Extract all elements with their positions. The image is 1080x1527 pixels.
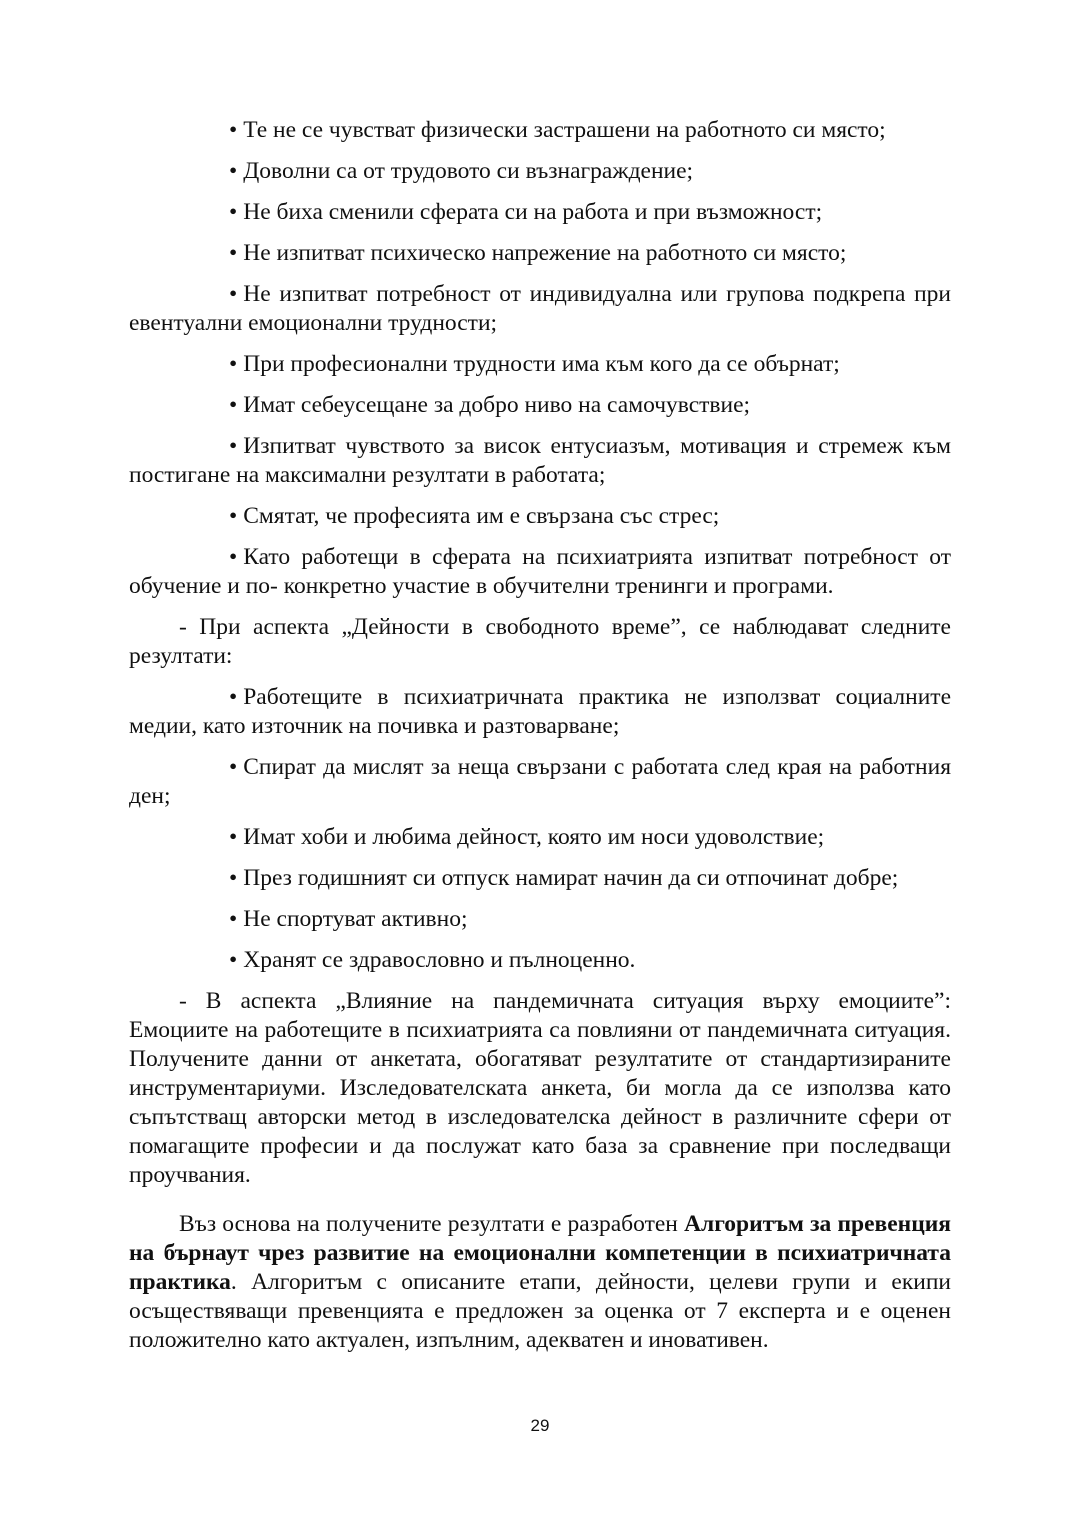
bullet-icon: • [229, 199, 238, 225]
bullet-icon: • [229, 824, 238, 850]
leisure-intro-paragraph: - При аспекта „Дейности в свободното време”, се наблюдават следните резултати: [129, 614, 951, 669]
bullet-icon: • [229, 281, 238, 307]
list-item: • През годишният си отпуск намират начин да си отпочинат добре; [129, 864, 951, 893]
list-item: • Изпитват чувството за висок ентусиазъм, мотивация и стремеж към постигане на максимални резултати в работата; [129, 433, 951, 488]
bullet-icon: • [229, 503, 238, 529]
list-item: • Те не се чувстват физически застрашени на работното си място; [129, 116, 951, 145]
list-item: • Смятат, че професията им е свързана със стрес; [129, 502, 951, 531]
bullet-icon: • [229, 117, 238, 143]
bullet-icon: • [229, 433, 238, 459]
list-item: • Не спортуват активно; [129, 905, 951, 934]
list-item: • Имат хоби и любима дейност, която им носи удоволствие; [129, 823, 951, 852]
bullet-icon: • [229, 158, 238, 184]
bullet-icon: • [229, 544, 238, 570]
bullet-icon: • [229, 392, 238, 418]
list-item: • При професионални трудности има към кого да се обърнат; [129, 350, 951, 379]
document-body [129, 116, 951, 1367]
list-item: • Не биха сменили сферата си на работа и при възможност; [129, 198, 951, 227]
bullet-icon: • [229, 865, 238, 891]
bullet-icon: • [229, 947, 238, 973]
list-item: • Не изпитват потребност от индивидуална или групова подкрепа при евентуални емоционални трудности; [129, 281, 951, 336]
bullet-icon: • [229, 240, 238, 266]
bullet-icon: • [229, 351, 238, 377]
conclusion-paragraph: Въз основа на получените резултати е разработен Алгоритъм за превенция на бърнаут чрез развитие на емоционални компетенции в психиатричната практика. Алгоритъм с описаните етапи, дейности, целеви групи и екипи осъществяващи превенцията е предложен за оценка от 7 експерта и е оценен положително като актуален, изпълним, адекватен и иновативен. [129, 1211, 951, 1353]
bullet-icon: • [229, 754, 238, 780]
list-item: • Спират да мислят за неща свързани с работата след края на работния ден; [129, 754, 951, 809]
page-number: 29 [530, 1416, 550, 1435]
list-item: • Работещите в психиатричната практика не използват социалните медии, като източник на почивка и разтоварване; [129, 684, 951, 739]
list-item: • Не изпитват психическо напрежение на работното си място; [129, 239, 951, 268]
list-item: • Доволни са от трудовото си възнаграждение; [129, 157, 951, 186]
algorithm-title: Алгоритъм за превенция на бърнаут чрез развитие на емоционални компетенции в психиатричната практика [129, 1211, 951, 1295]
list-item: • Хранят се здравословно и пълноценно. [129, 946, 951, 975]
pandemic-paragraph: - В аспекта „Влияние на пандемичната ситуация върху емоциите”: Емоциите на работещите в психиатрията са повлияни от пандемичната ситуация. Получените данни от анкетата, обогатяват резултатите от стандартизираните инструментариуми. Изследователската анкета, би могла да се използва като съпътстващ авторски метод в изследователска дейност в различните сфери от помагащите професии и да послужат като база за сравнение при последващи проучвания. [129, 988, 951, 1188]
list-item: • Като работещи в сферата на психиатрията изпитват потребност от обучение и по- конкретно участие в обучителни тренинги и програми. [129, 544, 951, 599]
bullet-icon: • [229, 684, 238, 710]
list-item: • Имат себеусещане за добро ниво на самочувствие; [129, 391, 951, 420]
bullet-icon: • [229, 906, 238, 932]
